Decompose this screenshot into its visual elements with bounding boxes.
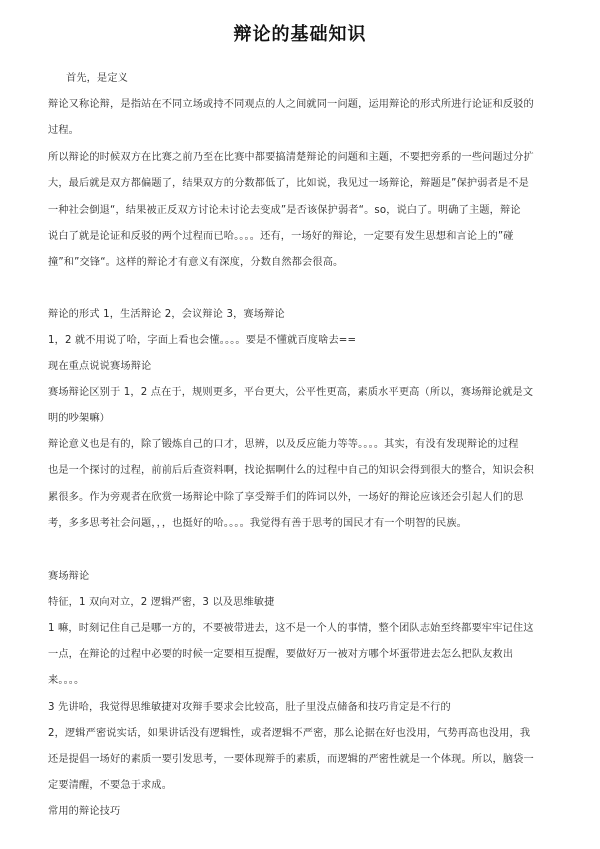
paragraph-line: 2，逻辑严密说实话，如果讲话没有逻辑性，或者逻辑不严密，那么论据在好也没用，气势再高也没用，我 xyxy=(48,728,531,739)
intro-line: 首先，是定义 xyxy=(66,73,129,84)
paragraph-line: 辩论意义也是有的，除了锻炼自己的口才，思辨，以及反应能力等等。。。。其实，有没有发现辩论的过程 xyxy=(48,439,519,450)
paragraph-line: 赛场辩论区别于 1，2 点在于，规则更多，平台更大，公平性更高，素质水平更高（所以，赛场辩论就是文 xyxy=(48,387,534,398)
paragraph-line: 定要清醒，不要急于求成。 xyxy=(48,780,173,791)
paragraph-line: 撞”和”交锋“。这样的辩论才有意义有深度，分数自然都会很高。 xyxy=(48,257,344,268)
page-title: 辩论的基础知识 xyxy=(233,24,367,45)
paragraph-line: 说白了就是论证和反驳的两个过程而已哈。。。。还有，一场好的辩论，一定要有发生思想和言论上的”碰 xyxy=(48,231,514,242)
paragraph-line: 大，最后就是双方都偏题了，结果双方的分数都低了，比如说，我见过一场辩论，辩题是”保护弱者是不是 xyxy=(48,178,529,189)
paragraph-line: 还是提倡一场好的素质一要引发思考，一要体现辩手的素质，而逻辑的严密性就是一个体现。所以，脑袋一 xyxy=(48,754,534,765)
paragraph-line: 现在重点说说赛场辩论 xyxy=(48,361,152,372)
paragraph-line: 考，多多思考社会问题，，，也挺好的哈。。。。我觉得有善于思考的国民才有一个明智的民族。 xyxy=(48,518,468,529)
section-heading: 赛场辩论 xyxy=(48,571,90,582)
paragraph-line: 累很多。作为旁观者在欣赏一场辩论中除了享受辩手们的阵词以外，一场好的辩论应该还会引起人们的思 xyxy=(48,492,524,503)
paragraph-line: 所以辩论的时候双方在比赛之前乃至在比赛中都要搞清楚辩论的问题和主题，不要把旁系的一些问题过分扩 xyxy=(48,152,534,163)
paragraph-line: 辩论的形式 1，生活辩论 2，会议辩论 3，赛场辩论 xyxy=(48,309,285,320)
paragraph-line: 1 嘛，时刻记住自己是哪一方的，不要被带进去，这不是一个人的事情，整个团队志始至终都要牢牢记住这 xyxy=(48,623,534,634)
paragraph-line: 一种社会倒退“，结果被正反双方讨论未讨论去变成”是否该保护弱者“。so，说白了。明确了主题，辩论 xyxy=(48,205,521,216)
paragraph-line: 辩论又称论辩，是指站在不同立场或持不同观点的人之间就同一问题，运用辩论的形式所进行论证和反驳的 xyxy=(48,99,534,110)
section-heading: 常用的辩论技巧 xyxy=(48,806,121,817)
paragraph-line: 3 先讲哈，我觉得思维敏捷对攻辩手要求会比较高，肚子里没点储备和技巧肯定是不行的 xyxy=(48,702,451,713)
paragraph-line: 特征，1 双向对立，2 逻辑严密，3 以及思维敏捷 xyxy=(48,597,275,608)
paragraph-line: 来。。。。 xyxy=(48,675,85,686)
paragraph-line: 也是一个探讨的过程，前前后后查资料啊，找论据啊什么的过程中自己的知识会得到很大的整合，知识会积 xyxy=(48,465,534,476)
paragraph-line: 一点，在辩论的过程中必要的时候一定要相互提醒，要做好万一被对方哪个坏蛋带进去怎么把队友救出 xyxy=(48,649,514,660)
paragraph-line: 明的吵架嘛） xyxy=(48,413,111,424)
paragraph-line: 过程。 xyxy=(48,125,80,136)
paragraph-line: 1，2 就不用说了哈，字面上看也会懂。。。。要是不懂就百度啥去== xyxy=(48,335,357,346)
